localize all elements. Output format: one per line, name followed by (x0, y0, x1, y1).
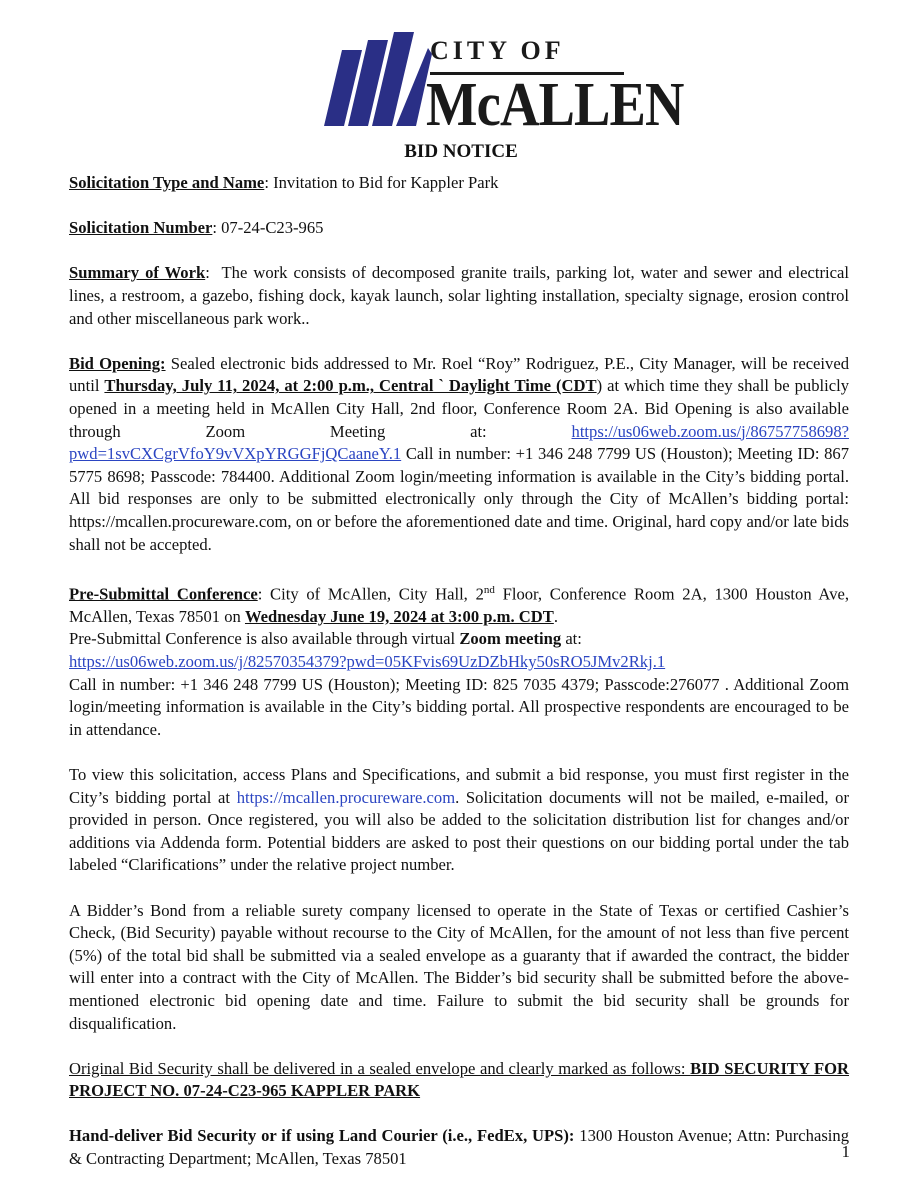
pre-submittal-sup: nd (483, 583, 495, 596)
solicitation-type-value: : Invitation to Bid for Kappler Park (264, 173, 499, 192)
original-security-paragraph (69, 1058, 849, 1103)
bid-opening-date: Thursday, July 11, 2024, at 2:00 p.m., Central ` Daylight Time (CDT (104, 376, 597, 396)
pre-submittal-text-4: Pre-Submittal Conference is also available through virtual (69, 629, 460, 649)
original-security-text: Original Bid Security shall be delivered in a sealed envelope and clearly marked as follows: (69, 1058, 691, 1078)
logo-stripes-icon (322, 30, 432, 130)
pre-submittal-date: Wednesday June 19, 2024 at 3:00 p.m. CDT (244, 606, 554, 626)
hand-deliver-text: 1300 Houston Avenue; Attn: Purchasing & Contracting Department; McAllen, Texas 78501 (69, 1126, 849, 1169)
pre-submittal-label: Pre-Submittal Conference (69, 584, 258, 604)
pre-submittal-zoom-bold: Zoom meeting (459, 629, 562, 649)
city-of-mcallen-logo (322, 30, 684, 139)
register-paragraph (69, 764, 849, 877)
pre-submittal-text-2: Floor, Conference Room 2A, 1300 Houston Ave, McAllen, Texas 78501 on (69, 584, 849, 626)
bond-paragraph (69, 900, 849, 1036)
hand-deliver-paragraph (69, 1125, 849, 1170)
bid-opening-paragraph (69, 353, 849, 556)
summary-text: The work consists of decomposed granite trails, parking lot, water and sewer and electrical lines, a restroom, a gazebo, fishing dock, kayak launch, solar lighting installation, specialty signage, erosion control and other miscellaneous park work.. (69, 263, 849, 328)
page-title: BID NOTICE (404, 141, 518, 162)
summary-label: Summary of Work (69, 263, 206, 283)
pre-submittal-text-6: Call in number: +1 346 248 7799 US (Houston); Meeting ID: 825 7035 4379; Passcode:276077 . Additional Zoom login/meeting information is available in the City’s bidding portal. All prospective respondents are encouraged to be in attendance. (69, 674, 849, 739)
solicitation-number-paragraph (69, 217, 849, 240)
register-text-1: To view this solicitation, access Plans and Specifications, and submit a bid response, you must first register in the City’s bidding portal at (69, 764, 849, 807)
pre-submittal-text-5: at: (561, 629, 582, 649)
document-body (69, 172, 849, 1171)
register-portal-link[interactable]: https://mcallen.procureware.com (236, 787, 456, 807)
original-security-bold: BID SECURITY FOR PROJECT NO. 07-24-C23-965 KAPPLER PARK (69, 1058, 849, 1101)
solicitation-number-value: : 07-24-C23-965 (212, 218, 324, 238)
pre-submittal-paragraph (69, 579, 849, 742)
logo-city-of-text: CITY OF (430, 36, 565, 65)
pre-submittal-link-line (69, 651, 849, 674)
logo-mcallen-text: McALLEN (426, 71, 684, 139)
pre-submittal-text-3: . (553, 606, 558, 626)
pre-submittal-zoom-link[interactable]: https://us06web.zoom.us/j/82570354379?pwd=05KFvis69UzDZbHky50sRO5JMv2Rkj.1 (69, 652, 666, 671)
pre-submittal-zoom-line (69, 628, 849, 651)
solicitation-type-label: Solicitation Type and Name (69, 173, 265, 192)
pre-submittal-text-1: : City of McAllen, City Hall, 2 (257, 584, 484, 604)
register-text-2: . Solicitation documents will not be mailed, e-mailed, or provided in person. Once registered, you will also be added to the solicitation distribution list for changes and/or additions via Addenda form. Potential bidders are asked to post their questions on our bidding portal under the tab labeled “Clarifications” under the relative project number. (69, 787, 849, 875)
summary-of-work-paragraph (69, 262, 849, 330)
page-number: 1 (841, 1142, 850, 1161)
summary-colon: : (205, 263, 210, 283)
hand-deliver-bold: Hand-deliver Bid Security or if using Land Courier (i.e., FedEx, UPS): (69, 1126, 575, 1146)
bid-opening-text-2: ) at which time they shall be publicly opened in a meeting held in McAllen City Hall, 2nd floor, Conference Room 2A. Bid Opening is also available through Zoom Meeting at: (69, 376, 850, 441)
bond-text: A Bidder’s Bond from a reliable surety company licensed to operate in the State of Texas or certified Cashier’s Check, (Bid Security) payable without recourse to the City of McAllen, for the amount of not less than five percent (5%) of the total bid shall be submitted via a sealed envelope as a guaranty that if awarded the contract, the bidder will enter into a contract with the City of McAllen. The Bidder’s bid security shall be submitted before the above-mentioned electronic bid opening date and time. Failure to submit the bid security shall be grounds for disqualification. (69, 900, 849, 1033)
solicitation-type-paragraph (69, 172, 849, 195)
bid-opening-label: Bid Opening: (69, 353, 166, 373)
bid-opening-text-1: Sealed electronic bids addressed to Mr. Roel “Roy” Rodriguez, P.E., City Manager, will be received until (69, 353, 849, 396)
bid-opening-zoom-link[interactable]: https://us06web.zoom.us/j/86757758698?pwd=1svCXCgrVfoY9vVXpYRGGFjQCaaneY.1 (69, 421, 849, 464)
bid-opening-text-3: Call in number: +1 346 248 7799 US (Houston); Meeting ID: 867 5775 8698; Passcode: 784400. Additional Zoom login/meeting information is available in the City’s bidding portal. All bid responses are only to be submitted electronically only through the City of McAllen’s bidding portal: https://mcallen.procureware.com, on or before the aforementioned date and time. Original, hard copy and/or late bids shall not be accepted. (69, 444, 849, 554)
solicitation-number-label: Solicitation Number (69, 218, 213, 238)
